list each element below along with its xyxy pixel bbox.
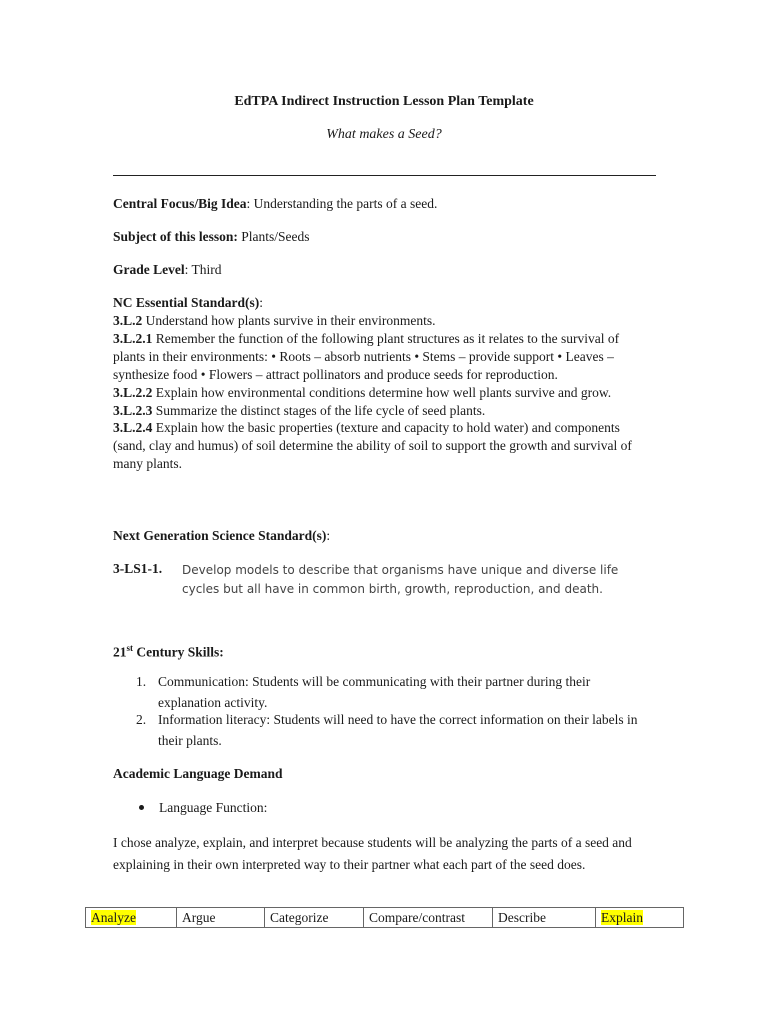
grade-value: : Third: [184, 262, 222, 277]
academic-label: Academic Language Demand: [113, 766, 283, 781]
nc-standards-list: [113, 312, 638, 473]
standard-item: [113, 384, 638, 402]
skills-label-rest: Century Skills:: [133, 644, 224, 660]
ngss-suffix: :: [326, 528, 331, 543]
standard-item: [113, 419, 638, 473]
table-row: [86, 908, 684, 928]
standard-code: 3.L.2.3: [113, 402, 153, 418]
standard-text: Summarize the distinct stages of the life cycle of seed plants.: [152, 402, 486, 418]
bullet-icon: [139, 805, 144, 810]
ngss-label: Next Generation Science Standard(s): [113, 528, 327, 543]
standard-text: Remember the function of the following plant structures as it relates to the survival of plants in their environments: • Roots – absorb nutrients • Stems – provide support • Leaves – synthesize food • Flowers – attract pollinators and produce seeds for reproduction.: [113, 330, 620, 382]
ngss-heading: [113, 527, 330, 544]
skills-heading: [113, 640, 224, 661]
verb: Compare/contrast: [369, 909, 465, 925]
skills-label-sup: st: [126, 643, 133, 653]
list-number: 1.: [136, 674, 147, 689]
grade-level: [113, 261, 221, 278]
standard-code: 3.L.2: [113, 313, 143, 328]
table-cell: [596, 908, 684, 928]
nc-standards-suffix: :: [259, 295, 264, 310]
table-cell: [86, 908, 177, 928]
nc-standards-heading: [113, 294, 263, 311]
ngss-code: 3-LS1-1.: [113, 561, 163, 576]
verb: Categorize: [270, 909, 329, 925]
central-focus-label: Central Focus/Big Idea: [113, 196, 247, 211]
table-cell: [493, 908, 596, 928]
subject-value: Plants/Seeds: [237, 229, 310, 244]
standard-item: [113, 330, 638, 384]
list-text: Communication: Students will be communicating with their partner during their explanation activity.: [158, 674, 591, 710]
divider: [113, 175, 656, 176]
standard-code: 3.L.2.4: [113, 420, 153, 436]
ngss-text: Develop models to describe that organisms have unique and diverse life cycles but all have in common birth, growth, reproduction, and death.: [182, 563, 619, 596]
table-cell: [177, 908, 265, 928]
central-focus-value: : Understanding the parts of a seed.: [246, 196, 438, 211]
academic-paragraph: I chose analyze, explain, and interpret because students will be analyzing the parts of a seed and explaining in their own interpreted way to their partner what each part of the seed does.: [113, 835, 632, 872]
subject-label: Subject of this lesson:: [113, 229, 238, 244]
skills-label-num: 21: [113, 644, 127, 660]
verb: Argue: [182, 909, 216, 925]
standard-code: 3.L.2.2: [113, 384, 153, 400]
verb: Describe: [498, 909, 546, 925]
list-text: Information literacy: Students will need to have the correct information on their labels in their plants.: [158, 712, 638, 748]
subject: [113, 228, 310, 245]
document-subtitle: What makes a Seed?: [326, 127, 442, 142]
standard-text: Understand how plants survive in their environments.: [142, 313, 436, 328]
standard-text: Explain how environmental conditions determine how well plants survive and grow.: [152, 384, 612, 400]
verbs-table: [85, 907, 684, 928]
grade-label: Grade Level: [113, 262, 185, 277]
standard-text: Explain how the basic properties (texture and capacity to hold water) and components (sand, clay and humus) of soil determine the ability of soil to support the growth and survival of many plants.: [113, 420, 632, 472]
language-function: Language Function:: [159, 800, 268, 815]
academic-heading: [113, 765, 283, 782]
standard-code: 3.L.2.1: [113, 330, 153, 346]
document-title: EdTPA Indirect Instruction Lesson Plan Template: [234, 94, 534, 109]
table-cell: [364, 908, 493, 928]
verb-highlighted: Explain: [601, 909, 643, 925]
central-focus: [113, 195, 437, 212]
list-number: 2.: [136, 712, 147, 727]
nc-standards-label: NC Essential Standard(s): [113, 295, 260, 310]
standard-item: [113, 312, 638, 330]
verb-highlighted: Analyze: [91, 909, 136, 925]
table-cell: [265, 908, 364, 928]
standard-item: [113, 402, 638, 420]
